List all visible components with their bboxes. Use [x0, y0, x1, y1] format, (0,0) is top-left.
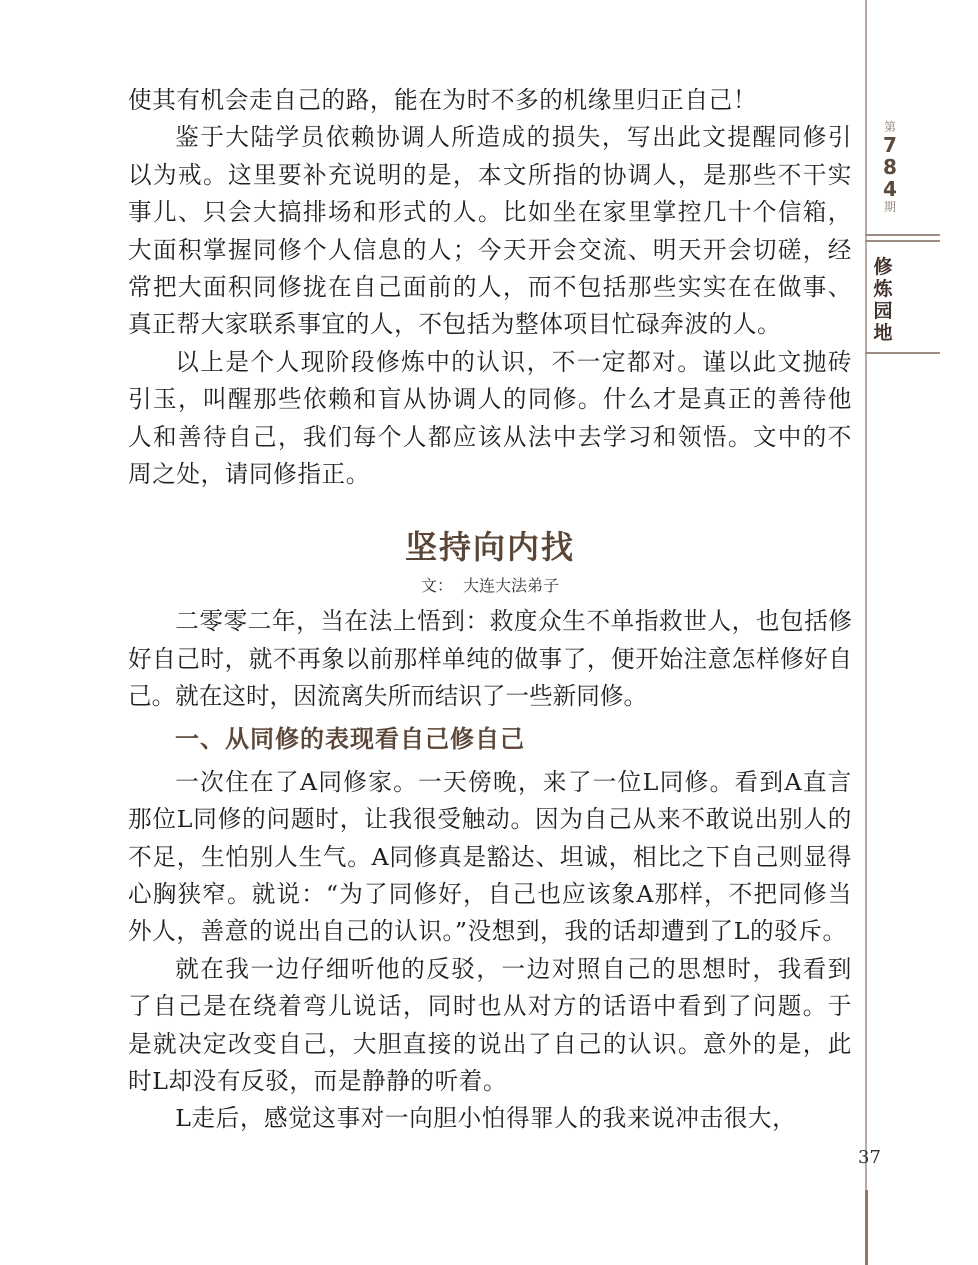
- page-number: 37: [858, 1147, 881, 1168]
- paragraph: 一次住在了A同修家。一天傍晚，来了一位L同修。看到A直言那位L同修的问题时，让我很受触动。因为自己从来不敢说出别人的不足，生怕别人生气。A同修真是豁达、坦诚，相比之下自己则显得心胸狭窄。就说：“为了同修好，自己也应该象A那样，不把同修当外人，善意的说出自己的认识。”没想到，我的话却遭到了L的驳斥。: [128, 767, 852, 946]
- issue-number: [870, 134, 910, 200]
- issue-digit: 7: [883, 133, 897, 157]
- issue-digit: 4: [883, 177, 897, 201]
- byline-label: 文：: [420, 576, 453, 596]
- issue-number-digits: [870, 134, 910, 200]
- paragraph: 以上是个人现阶段修炼中的认识，不一定都对。谨以此文抛砖引玉，叫醒那些依赖和盲从协调人的同修。什么才是真正的善待他人和善待自己，我们每个人都应该从法中去学习和领悟。文中的不周之处，请同修指正。: [128, 347, 852, 489]
- issue-number-block: [870, 120, 910, 230]
- paragraph: 鉴于大陆学员依赖协调人所造成的损失，写出此文提醒同修引以为戒。这里要补充说明的是，本文所指的协调人，是那些不干实事儿、只会大搞排场和形式的人。比如坐在家里掌控几十个信箱，大面积掌握同修个人信息的人；今天开会交流、明天开会切磋，经常把大面积同修拢在自己面前的人，而不包括那些实实在在做事、真正帮大家联系事宜的人，不包括为整体项目忙碌奔波的人。: [128, 123, 852, 339]
- margin-vertical-rule: [865, 0, 867, 1265]
- margin-double-rule: [865, 234, 940, 242]
- text-column: [128, 82, 852, 1138]
- section-label: 修炼园地: [873, 256, 893, 344]
- section-subheading: 一、从同修的表现看自己修自己: [175, 724, 525, 753]
- issue-prefix: 第: [883, 120, 896, 134]
- article-title: 坚持向内找: [404, 528, 575, 567]
- margin-single-rule: [865, 352, 940, 354]
- article-intro-paragraph: 二零零二年，当在法上悟到：救度众生不单指救世人，也包括修好自己时，就不再象以前那样单纯的做事了，便开始注意怎样修好自己。就在这时，因流离失所而结识了一些新同修。: [128, 607, 852, 711]
- paragraph: L走后，感觉这事对一向胆小怕得罪人的我来说冲击很大，: [175, 1104, 797, 1133]
- margin-vertical-rule-bottom: [865, 1190, 868, 1265]
- byline-author: 大连大法弟子: [463, 576, 560, 596]
- paragraph: 就在我一边仔细听他的反驳，一边对照自己的思想时，我看到了自己是在绕着弯儿说话，同时也从对方的话语中看到了问题。于是就决定改变自己，大胆直接的说出了自己的认识。意外的是，此时L却没有反驳，而是静静的听着。: [128, 954, 852, 1095]
- issue-suffix: 期: [883, 200, 896, 214]
- issue-digit: 8: [883, 155, 897, 179]
- paragraph-continued: 使其有机会走自己的路，能在为时不多的机缘里归正自己！: [128, 86, 758, 114]
- byline: [128, 573, 852, 599]
